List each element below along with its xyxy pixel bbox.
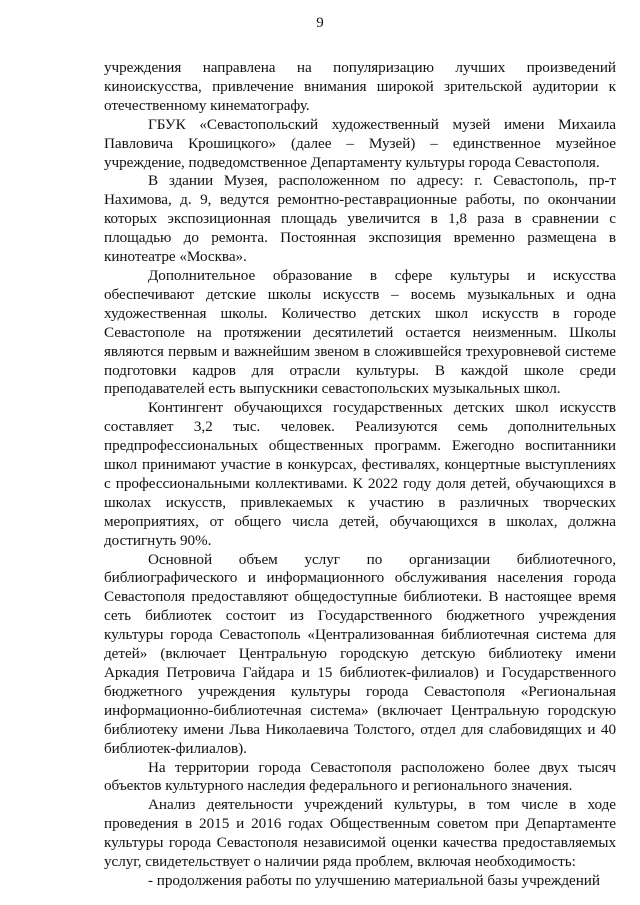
paragraph-analysis: Анализ деятельности учреждений культуры, в том числе в ходе проведения в 2015 и 2016 годах Общественным советом при Департаменте культуры города Севастополя независимой оценки качества предоставляемых услуг, свидетельствует о наличии ряда проблем, включая необходимость: <box>104 796 616 871</box>
paragraph-art-schools: Дополнительное образование в сфере культуры и искусства обеспечивают детские школы искусств – восемь музыкальных и одна художественная школы. Количество детских школ искусств в городе Севастополе на протяжении десятилетий остается неизменным. Школы являются первым и важнейшим звеном в сложившейся трехуровневой системе подготовки кадров для отрасли культуры. В каждой школе среди преподавателей есть выпускники севастопольских музыкальных школ. <box>104 266 616 398</box>
paragraph-list-item: - продолжения работы по улучшению материальной базы учреждений <box>148 871 600 889</box>
page-number: 9 <box>316 15 324 31</box>
paragraph-libraries: Основной объем услуг по организации библиотечного, библиографического и информационного обслуживания населения города Севастополя предоставляют общедоступные библиотеки. В настоящее время сеть библиотек состоит из Государственного бюджетного учреждения культуры города Севастополь «Централизованная библиотечная система для детей» (включает Центральную городскую детскую библиотеку имени Аркадия Петровича Гайдара и 15 библиотек-филиалов) и Государственного бюджетного учреждения культуры города Севастополя «Региональная информационно-библиотечная система» (включает Центральную городскую библиотеку имени Льва Николаевича Толстого, отдел для слабовидящих и 40 библиотек-филиалов). <box>104 550 616 757</box>
paragraph-students: Контингент обучающихся государственных детских школ искусств составляет 3,2 тыс. человек. Реализуются семь дополнительных предпрофессиональных общественных программ. Ежегодно воспитанники школ принимают участие в конкурсах, фестивалях, концертные выступлениях с профессиональными коллективами. К 2022 году доля детей, обучающихся в школах искусств, привлекаемых к участию в различных творческих мероприятиях, от общего числа детей, обучающихся в школах, должна достигнуть 90%. <box>104 399 616 549</box>
document-body <box>104 59 616 891</box>
paragraph-museum: ГБУК «Севастопольский художественный музей имени Михаила Павловича Крошицкого» (далее – Музей) – единственное музейное учреждение, подведомственное Департаменту культуры города Севастополя. <box>104 115 616 171</box>
paragraph-museum-building: В здании Музея, расположенном по адресу: г. Севастополь, пр-т Нахимова, д. 9, ведутся ремонтно-реставрационные работы, по окончании которых экспозиционная площадь увеличится в 1,8 раза в сравнении с площадью до ремонта. Постоянная экспозиция временно размещена в кинотеатре «Москва». <box>104 172 616 266</box>
paragraph-cinema-continuation: учреждения направлена на популяризацию лучших произведений киноискусства, привлечение внимания широкой зрительской аудитории к отечественному кинематографу. <box>104 59 616 114</box>
paragraph-heritage: На территории города Севастополя расположено более двух тысяч объектов культурного наследия федерального и регионального значения. <box>104 758 616 795</box>
